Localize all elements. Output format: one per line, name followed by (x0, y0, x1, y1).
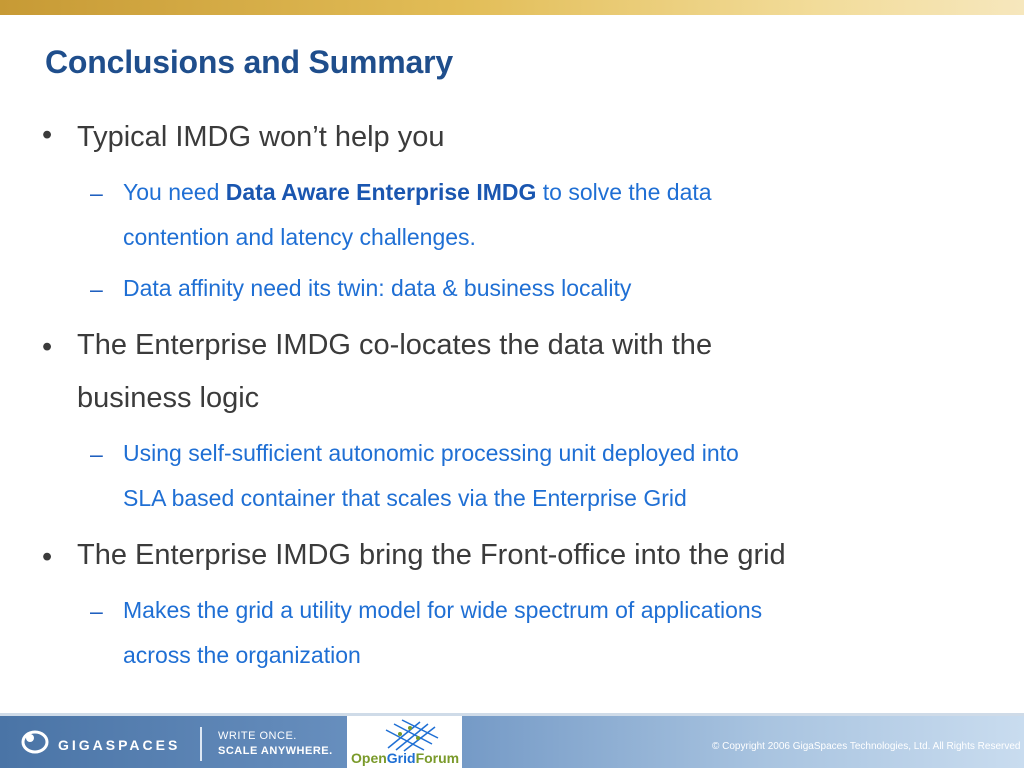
slogan-line-2: SCALE ANYWHERE. (218, 745, 333, 757)
subpoint-1-2-line1: Data affinity need its twin: data & business locality (123, 275, 632, 301)
bullet-point-2-line1: The Enterprise IMDG co-locates the data with the (77, 329, 713, 361)
bullet-point-3-text: The Enterprise IMDG bring the Front-office into the grid (77, 539, 786, 571)
slide-title: Conclusions and Summary (45, 44, 453, 80)
subpoint-1-1 (123, 170, 953, 260)
copyright-notice: © Copyright 2006 GigaSpaces Technologies, Ltd. All Rights Reserved (712, 741, 1021, 752)
subpoint-3-1 (123, 588, 953, 678)
sub-dash-marker: – (90, 598, 103, 624)
subpoint-2-1-line2: SLA based container that scales via the Enterprise Grid (123, 485, 687, 511)
subpoint-3-1-line2: across the organization (123, 642, 361, 668)
subpoint-1-1-suffix: to solve the data (536, 179, 712, 205)
subpoint-1-1-prefix: You need (123, 179, 226, 205)
slogan-line-1: WRITE ONCE. (218, 730, 297, 742)
ogf-open-text: Open (351, 750, 387, 766)
bullet-marker: • (42, 331, 53, 363)
ogf-grid-text: Grid (386, 750, 416, 766)
opengridforum-grid-icon (380, 718, 440, 752)
bullet-marker: • (42, 119, 53, 151)
bullet-point-2 (77, 319, 957, 425)
subpoint-1-2 (123, 266, 953, 311)
subpoint-2-1-line1: Using self-sufficient autonomic processing unit deployed into (123, 440, 739, 466)
bullet-point-1-text: Typical IMDG won’t help you (77, 121, 445, 153)
sub-dash-marker: – (90, 180, 103, 206)
subpoint-3-1-line1: Makes the grid a utility model for wide spectrum of applications (123, 597, 763, 623)
bullet-point-1 (77, 111, 957, 164)
opengridforum-logo-text (351, 750, 459, 766)
bullet-point-3 (77, 529, 957, 582)
subpoint-1-1-line2: contention and latency challenges. (123, 224, 476, 250)
gigaspaces-logo-text: GIGASPACES (58, 737, 181, 753)
footer-divider (200, 727, 202, 761)
gigaspaces-logo-icon (20, 729, 50, 755)
ogf-forum-text: Forum (415, 750, 460, 766)
bullet-point-2-line2: business logic (77, 382, 260, 414)
bullet-marker: • (42, 541, 53, 573)
sub-dash-marker: – (90, 276, 103, 302)
subpoint-1-1-bold: Data Aware Enterprise IMDG (225, 179, 537, 205)
sub-dash-marker: – (90, 441, 103, 467)
subpoint-2-1 (123, 431, 953, 521)
